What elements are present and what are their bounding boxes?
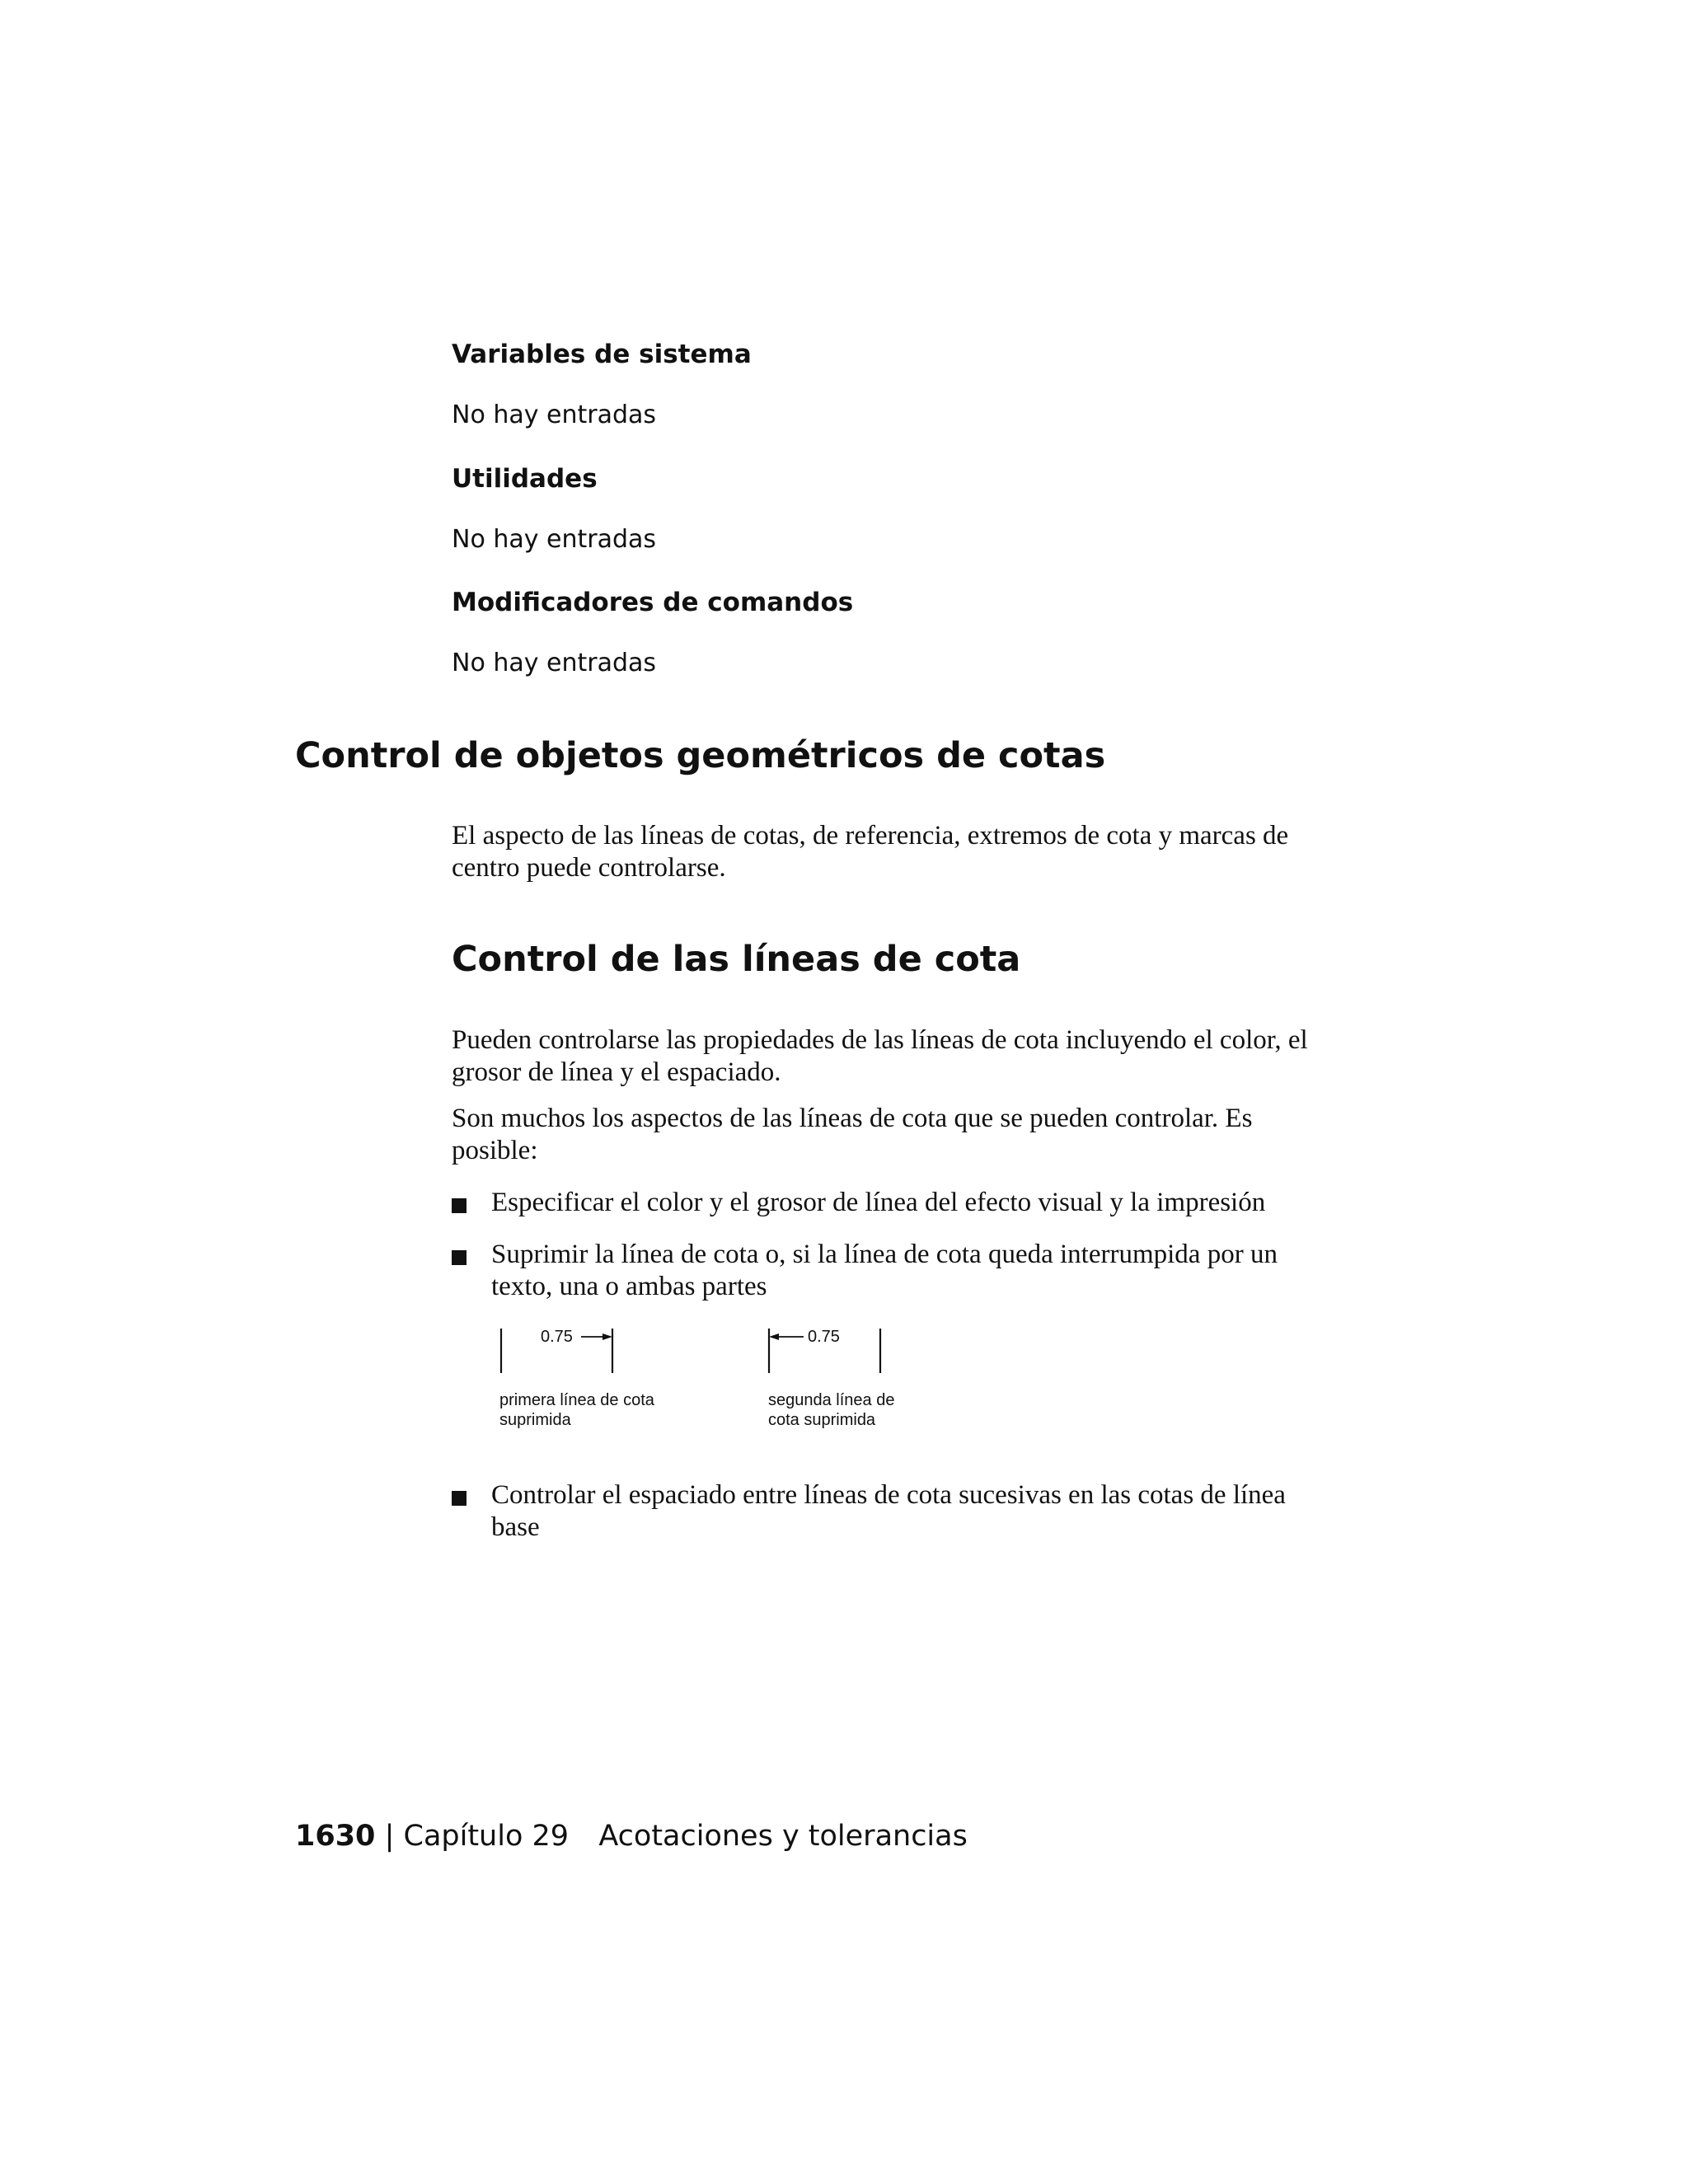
dimension-value-left: 0.75 xyxy=(541,1328,573,1346)
section-heading-utilities: Utilidades xyxy=(452,464,598,494)
bullet-square-icon xyxy=(452,1250,467,1265)
intro-paragraph: El aspecto de las líneas de cotas, de referencia, extremos de cota y marcas de centro puede controlarse. xyxy=(452,821,1289,883)
list-item-text: Controlar el espaciado entre líneas de cota sucesivas en las cotas de línea base xyxy=(491,1480,1286,1542)
main-heading: Control de objetos geométricos de cotas xyxy=(295,735,1106,776)
caption-right-line1: segunda línea de xyxy=(768,1391,895,1409)
section-entry-command-modifiers: No hay entradas xyxy=(452,649,657,677)
section-heading-command-modifiers: Modificadores de comandos xyxy=(452,588,854,617)
section-entry-utilities: No hay entradas xyxy=(452,525,657,554)
caption-left-line1: primera línea de cota xyxy=(499,1391,654,1409)
section-entry-system-variables: No hay entradas xyxy=(452,401,657,429)
bullet-square-icon xyxy=(452,1491,467,1506)
paragraph-properties: Pueden controlarse las propiedades de las líneas de cota incluyendo el color, el grosor de línea y el espaciado. xyxy=(452,1025,1308,1087)
page-footer xyxy=(295,1820,968,1853)
footer-chapter-title: Acotaciones y tolerancias xyxy=(598,1820,968,1853)
caption-left-line2: suprimida xyxy=(499,1411,571,1429)
list-item xyxy=(452,1187,1334,1220)
bullet-square-icon xyxy=(452,1198,467,1213)
page-number: 1630 xyxy=(295,1820,376,1853)
footer-separator: | xyxy=(384,1820,395,1853)
footer-chapter: Capítulo 29 xyxy=(403,1820,570,1853)
list-item xyxy=(452,1239,1334,1305)
dimension-figure xyxy=(486,1319,931,1434)
sub-heading: Control de las líneas de cota xyxy=(452,939,1021,980)
list-item xyxy=(452,1479,1334,1545)
list-item-text: Especificar el color y el grosor de línea del efecto visual y la impresión xyxy=(491,1188,1266,1217)
caption-right-line2: cota suprimida xyxy=(768,1411,876,1429)
dimension-value-right: 0.75 xyxy=(808,1328,840,1346)
section-heading-system-variables: Variables de sistema xyxy=(452,340,752,369)
list-item-text: Suprimir la línea de cota o, si la línea de cota queda interrumpida por un texto, una o ambas partes xyxy=(491,1240,1278,1301)
paragraph-aspects: Son muchos los aspectos de las líneas de cota que se pueden controlar. Es posible: xyxy=(452,1104,1253,1165)
